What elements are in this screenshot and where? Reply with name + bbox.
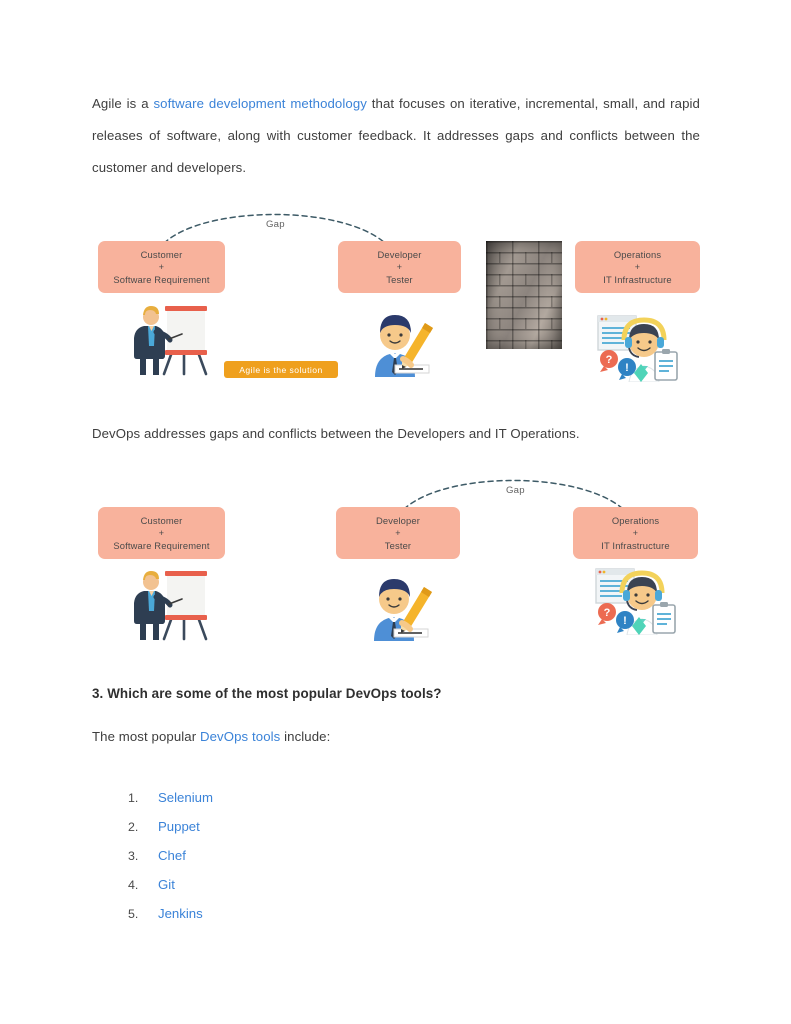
list-item <box>128 812 213 841</box>
role-box-operations-line2: IT Infrastructure <box>603 273 672 285</box>
gap-label-devops: Gap <box>506 485 525 496</box>
svg-text:?: ? <box>605 354 613 366</box>
gap-label-agile: Gap <box>266 219 285 230</box>
role-box-operations-2-line2: IT Infrastructure <box>601 539 670 551</box>
role-box-customer-line2: Software Requirement <box>113 273 210 285</box>
svg-text:!: ! <box>625 362 629 374</box>
role-box-developer-2-plus: + <box>395 527 401 538</box>
role-box-developer-line2: Tester <box>386 273 413 285</box>
role-box-developer-line1: Developer <box>377 248 422 260</box>
list-item-number: 4. <box>128 878 139 892</box>
list-item <box>128 870 213 899</box>
tools-lead-before: The most popular <box>92 729 200 744</box>
devops-tools-link[interactable]: DevOps tools <box>200 729 281 744</box>
role-box-customer-2-plus: + <box>158 527 165 538</box>
intro-text-before: Agile is a <box>92 96 154 111</box>
list-item-number: 3. <box>128 849 139 863</box>
role-box-developer-plus: + <box>396 261 403 272</box>
list-item <box>128 783 213 812</box>
tool-link-chef[interactable]: Chef <box>158 848 186 863</box>
developer-tester-icon-2 <box>364 565 434 641</box>
intro-text-after: that focuses on iterative, incremental, small, and rapid releases of software, along with customer feedback. It addresses gaps and conflicts between the customer and developers. <box>92 96 700 175</box>
role-box-operations-2 <box>573 507 698 559</box>
role-box-operations-2-line1: Operations <box>611 514 660 526</box>
svg-text:?: ? <box>603 607 611 619</box>
tools-lead-after: include: <box>280 729 331 744</box>
software-development-methodology-link[interactable]: software development methodology <box>153 96 367 111</box>
list-item <box>128 841 213 870</box>
devops-paragraph: DevOps addresses gaps and conflicts between the Developers and IT Operations. <box>92 426 580 441</box>
devops-tools-list <box>128 783 213 928</box>
role-box-developer-2-line2: Tester <box>384 539 412 551</box>
role-box-customer-plus: + <box>158 261 165 272</box>
role-box-customer-2-line2: Software Requirement <box>113 539 210 551</box>
list-item-number: 1. <box>128 791 139 805</box>
tools-lead-paragraph <box>92 723 700 751</box>
role-box-operations-line1: Operations <box>613 248 662 260</box>
role-box-customer-2-line1: Customer <box>140 514 183 526</box>
list-item-number: 5. <box>128 907 139 921</box>
tool-link-git[interactable]: Git <box>158 877 175 892</box>
tool-link-puppet[interactable]: Puppet <box>158 819 200 834</box>
list-item <box>128 899 213 928</box>
tool-link-jenkins[interactable]: Jenkins <box>158 906 203 921</box>
role-box-operations-2-plus: + <box>632 527 639 538</box>
list-item-number: 2. <box>128 820 139 834</box>
role-box-customer-2 <box>98 507 225 559</box>
role-box-developer-2-line1: Developer <box>375 514 421 526</box>
question-heading: 3. Which are some of the most popular DevOps tools? <box>92 686 442 701</box>
role-box-developer-2 <box>336 507 460 559</box>
role-box-operations-plus: + <box>634 261 641 272</box>
operations-support-icon-2 <box>594 565 678 635</box>
agile-solution-badge: Agile is the solution <box>224 361 338 378</box>
customer-presenter-icon-2 <box>120 565 210 643</box>
role-box-customer-line1: Customer <box>140 248 183 260</box>
tool-link-selenium[interactable]: Selenium <box>158 790 213 805</box>
svg-text:!: ! <box>623 615 627 627</box>
